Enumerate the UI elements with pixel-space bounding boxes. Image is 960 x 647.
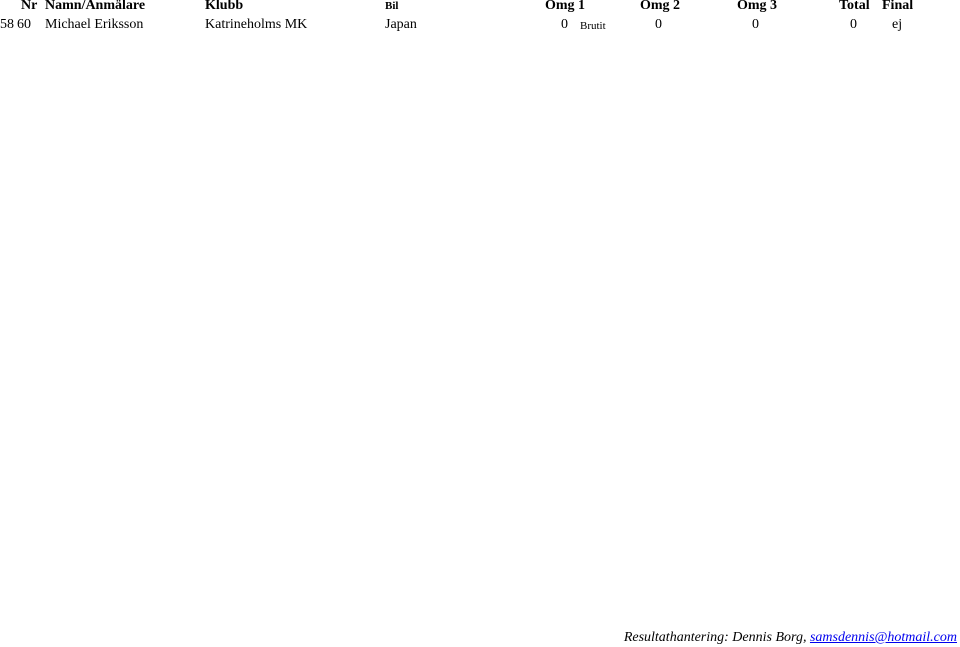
footer-prefix: Resultathantering: Dennis Borg, [623,630,810,645]
row-omg1: 0 [561,17,568,32]
header-klubb: Klubb [205,0,244,13]
row-total: 0 [850,17,857,32]
header-omg1: Omg 1 [545,0,586,13]
header-nr: Nr [21,0,38,13]
header-namn: Namn/Anmälare [45,0,146,13]
row-omg1-note: Brutit [580,20,606,32]
row-omg2: 0 [655,17,662,32]
row-omg3: 0 [752,17,759,32]
header-final: Final [882,0,914,13]
footer-credit [624,631,957,645]
footer-email-link[interactable]: samsdennis@hotmail.com [809,630,957,645]
row-car: Japan [385,17,417,32]
row-club: Katrineholms MK [205,17,308,32]
row-place: 58 [0,17,14,32]
row-final: ej [892,17,903,32]
header-bil: Bil [385,0,399,12]
header-total: Total [839,0,870,13]
row-name: Michael Eriksson [45,17,144,32]
row-nr: 60 [17,17,31,32]
header-omg2: Omg 2 [640,0,681,13]
header-omg3: Omg 3 [737,0,778,13]
